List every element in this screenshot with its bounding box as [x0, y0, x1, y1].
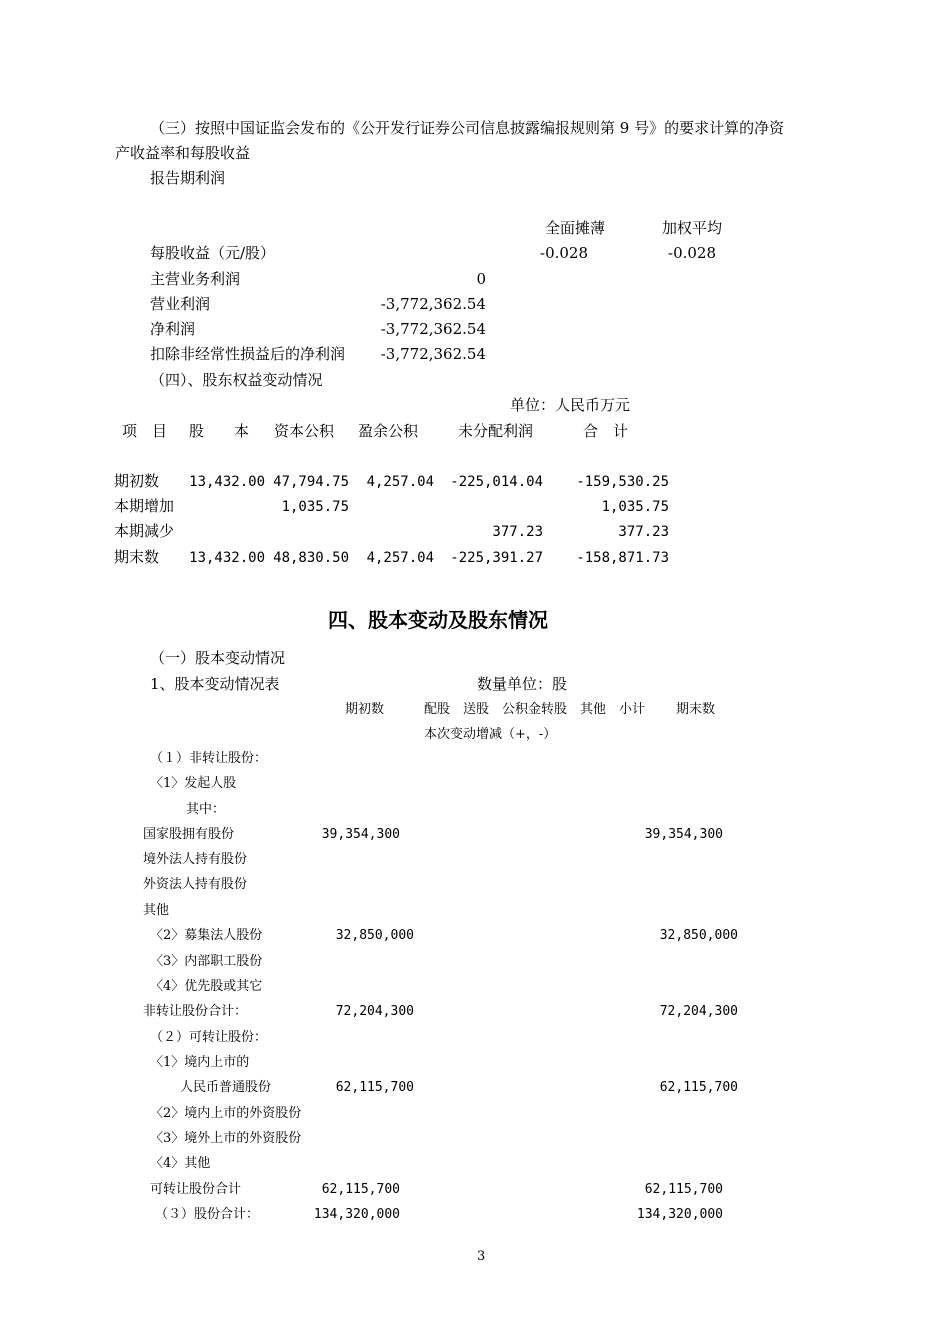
share-row-label: 〈1〉境内上市的	[150, 1055, 250, 1070]
share-row-label: 〈2〉境内上市的外资股份	[150, 1106, 302, 1121]
share-row-label: 外资法人持有股份	[143, 877, 248, 892]
profit-row-label: 扣除非经常性损益后的净利润	[150, 345, 346, 363]
share-row-end-value: 32,850,000	[659, 928, 738, 943]
equity-cell: -225,014.04	[450, 474, 543, 490]
share-row-label: 国家股拥有股份	[143, 827, 235, 842]
eps-full-dilution: -0.028	[540, 244, 589, 262]
equity-cell: 13,432.00	[189, 474, 265, 490]
share-row-label: 可转让股份合计	[150, 1182, 242, 1197]
equity-header-item: 项 目	[122, 422, 168, 440]
share-change-unit: 数量单位：股	[477, 675, 568, 693]
equity-cell: 4,257.04	[366, 550, 434, 566]
col-weighted-average: 加权平均	[662, 219, 723, 237]
eps-weighted-average: -0.028	[668, 244, 717, 262]
chapter-title: 四、股本变动及股东情况	[328, 608, 548, 632]
profit-row-value: -3,772,362.54	[380, 320, 486, 338]
section4-unit: 单位：人民币万元	[510, 396, 631, 414]
share-row-label: 其中：	[186, 802, 226, 817]
share-row-end-value: 39,354,300	[644, 827, 723, 842]
equity-cell: 48,830.50	[273, 550, 349, 566]
eps-label: 每股收益（元/股）	[150, 244, 276, 262]
col-begin-period: 期初数	[345, 702, 385, 717]
equity-header-share-capital: 股 本	[189, 422, 250, 440]
period-profit-label: 报告期利润	[150, 169, 226, 187]
equity-row-label: 期初数	[114, 472, 160, 490]
share-change-subheading: （一）股本变动情况	[150, 649, 286, 667]
equity-cell: 1,035.75	[601, 499, 669, 515]
equity-cell: 4,257.04	[366, 474, 434, 490]
share-row-end-value: 72,204,300	[659, 1004, 738, 1019]
profit-row-label: 主营业务利润	[150, 270, 241, 288]
share-row-begin-value: 62,115,700	[335, 1080, 414, 1095]
profit-row-label: 净利润	[150, 320, 196, 338]
col-full-dilution: 全面摊薄	[545, 219, 606, 237]
col-change-types: 配股 送股 公积金转股 其他 小计	[424, 702, 646, 717]
share-row-begin-value: 134,320,000	[313, 1207, 400, 1222]
share-row-label: （２）可转让股份：	[150, 1030, 268, 1045]
share-row-end-value: 62,115,700	[644, 1182, 723, 1197]
profit-row-label: 营业利润	[150, 295, 211, 313]
share-row-begin-value: 39,354,300	[321, 827, 400, 842]
share-row-label: （３）股份合计：	[155, 1207, 260, 1222]
share-row-label: 〈3〉内部职工股份	[150, 954, 263, 969]
share-row-begin-value: 62,115,700	[321, 1182, 400, 1197]
equity-cell: -159,530.25	[576, 474, 669, 490]
share-row-label: 〈2〉募集法人股份	[150, 928, 263, 943]
equity-cell: 47,794.75	[273, 474, 349, 490]
equity-row-label: 期末数	[114, 548, 160, 566]
section4-heading: （四）、股东权益变动情况	[150, 371, 323, 389]
equity-header-capital-reserve: 资本公积	[274, 422, 335, 440]
share-row-begin-value: 32,850,000	[335, 928, 414, 943]
share-row-end-value: 62,115,700	[659, 1080, 738, 1095]
equity-cell: 377.23	[618, 524, 669, 540]
col-end-period: 期末数	[676, 702, 716, 717]
equity-cell: -158,871.73	[576, 550, 669, 566]
equity-header-surplus-reserve: 盈余公积	[358, 422, 419, 440]
equity-row-label: 本期减少	[114, 522, 175, 540]
page-number: 3	[477, 1249, 486, 1264]
share-row-begin-value: 72,204,300	[335, 1004, 414, 1019]
section3-heading-line1: （三）按照中国证监会发布的《公开发行证券公司信息披露编报规则第 9 号》的要求计算的净资	[150, 119, 785, 137]
share-change-table-title: 1、股本变动情况表	[150, 675, 280, 693]
share-row-label: 境外法人持有股份	[143, 852, 248, 867]
section3-heading-line2: 产收益率和每股收益	[115, 144, 251, 162]
equity-cell: -225,391.27	[450, 550, 543, 566]
equity-header-retained-earnings: 未分配利润	[458, 422, 534, 440]
share-row-label: 〈3〉境外上市的外资股份	[150, 1131, 302, 1146]
share-row-label: 非转让股份合计：	[143, 1004, 248, 1019]
equity-row-label: 本期增加	[114, 497, 175, 515]
equity-cell: 1,035.75	[281, 499, 349, 515]
equity-cell: 13,432.00	[189, 550, 265, 566]
share-row-label: 人民币普通股份	[180, 1080, 272, 1095]
profit-row-value: -3,772,362.54	[380, 295, 486, 313]
equity-cell: 377.23	[492, 524, 543, 540]
share-row-label: 其他	[143, 903, 170, 918]
col-change-note: 本次变动增减（+，-）	[424, 727, 557, 742]
share-row-label: 〈4〉其他	[150, 1156, 211, 1171]
profit-row-value: -3,772,362.54	[380, 345, 486, 363]
share-row-label: 〈4〉优先股或其它	[150, 979, 263, 994]
profit-row-value: 0	[476, 270, 486, 288]
equity-header-total: 合 计	[583, 422, 629, 440]
share-row-label: 〈1〉发起人股	[150, 776, 237, 791]
share-row-end-value: 134,320,000	[636, 1207, 723, 1222]
share-row-label: （１）非转让股份：	[150, 751, 268, 766]
